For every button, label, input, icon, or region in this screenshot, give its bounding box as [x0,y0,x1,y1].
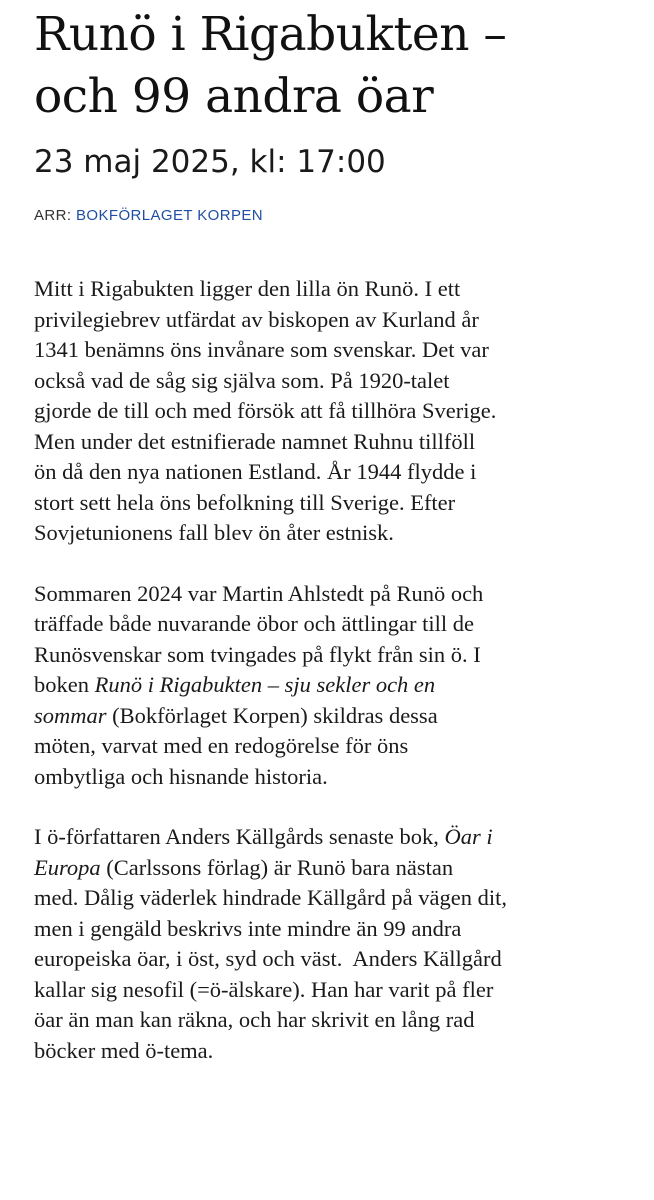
event-title-line-2: och 99 andra öar [34,69,434,124]
paragraph-1-line: privilegiebrev utfärdat av biskopen av Kurland år [34,306,479,332]
event-datetime: 23 maj 2025, kl: 17:00 [34,144,386,180]
paragraph-2 [34,579,634,793]
paragraph-2-text: boken [34,672,95,697]
paragraph-3-line: kallar sig nesofil (=ö-älskare). Han har varit på fler [34,976,494,1002]
paragraph-2-line [34,701,634,732]
paragraph-2-line: möten, varvat med en redogörelse för öns [34,733,409,758]
paragraph-3-text: I ö-författaren Anders Källgårds senaste bok, [34,824,445,849]
paragraph-1-line: 1341 benämns öns invånare som svenskar. Det var [34,337,489,362]
paragraph-1 [34,274,634,549]
event-description [34,274,634,1066]
event-title-line-1: Runö i Rigabukten – [34,7,507,62]
paragraph-2-line [34,670,634,701]
paragraph-2-text: (Bokförlaget Korpen) skildras dessa [106,702,438,728]
paragraph-3-line: men i gengäld beskrivs inte mindre än 99 andra [34,915,462,941]
paragraph-2-line: Runösvenskar som tvingades på flykt från sin ö. I [34,641,481,667]
paragraph-2-line: träffade både nuvarande öbor och ättlingar till de [34,611,475,636]
paragraph-1-line: också vad de såg sig själva som. På 1920-talet [34,367,450,393]
paragraph-2-line: ombytliga och hisnande historia. [34,763,328,789]
paragraph-3 [34,822,634,1066]
organizer-label: ARR: [34,207,77,224]
book-title-oar-end: Europa [34,854,101,880]
organizer-link[interactable]: BOKFÖRLAGET KORPEN [76,207,263,224]
event-organizer [34,206,634,226]
book-title-runo-end: sommar [34,702,107,728]
paragraph-1-line: Sovjetunionens fall blev ön åter estnisk. [34,520,394,545]
paragraph-3-line: europeiska öar, i öst, syd och väst. Anders Källgård [34,946,502,971]
paragraph-1-line: stort sett hela öns befolkning till Sverige. Efter [34,489,456,515]
book-title-runo: Runö i Rigabukten – sju sekler och en [94,672,436,697]
paragraph-3-line: böcker med ö-tema. [34,1037,214,1063]
paragraph-3-line: öar än man kan räkna, och har skrivit en lång rad [34,1007,475,1032]
paragraph-1-line: ön då den nya nationen Estland. År 1944 flydde i [34,459,477,484]
paragraph-1-line: Men under det estnifierade namnet Ruhnu tillföll [34,428,476,454]
book-title-oar: Öar i [444,824,493,849]
paragraph-1-line: gjorde de till och med försök att få tillhöra Sverige. [34,398,497,423]
paragraph-2-line: Sommaren 2024 var Martin Ahlstedt på Runö och [34,580,484,606]
paragraph-3-line [34,822,634,853]
paragraph-1-line: Mitt i Rigabukten ligger den lilla ön Runö. I ett [34,276,461,301]
paragraph-3-text: (Carlssons förlag) är Runö bara nästan [100,854,454,880]
paragraph-3-line: med. Dålig väderlek hindrade Källgård på vägen dit, [34,885,507,910]
event-title [34,0,634,128]
event-page [34,0,634,1096]
paragraph-3-line [34,853,634,884]
